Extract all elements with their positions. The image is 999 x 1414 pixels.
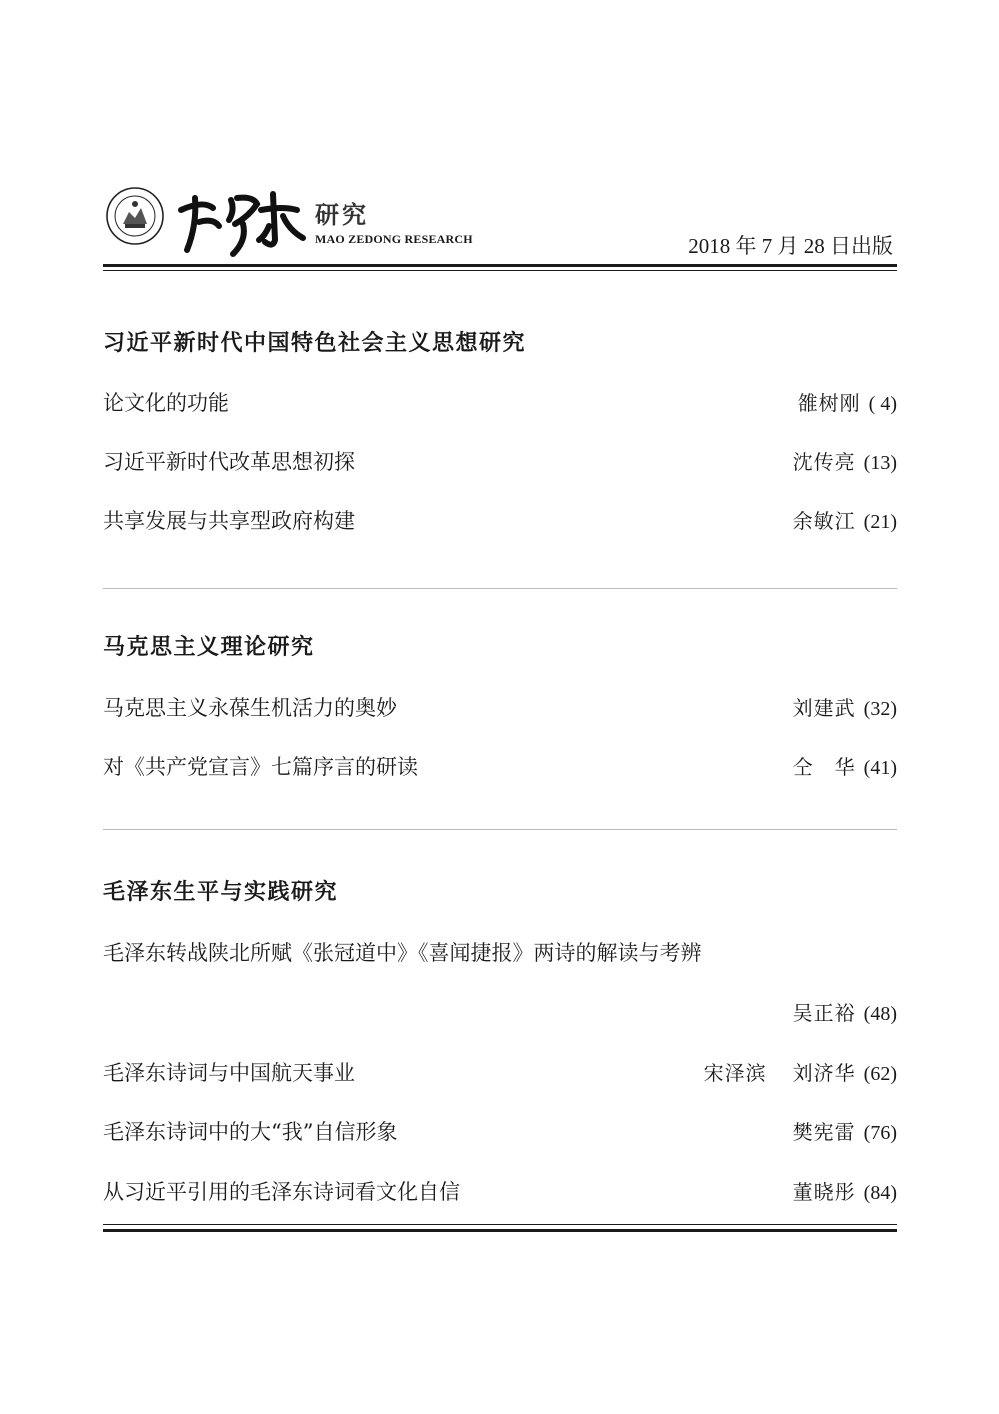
article-title: 毛泽东诗词与中国航天事业 [103,1061,355,1085]
toc-entry[interactable] [103,1057,897,1089]
article-title: 从习近平引用的毛泽东诗词看文化自信 [103,1180,460,1204]
article-author: 刘建武 [792,696,856,720]
article-title: 对《共产党宣言》七篇序言的研读 [103,755,418,779]
toc-entry-continuation[interactable] [103,997,897,1029]
section-title: 习近平新时代中国特色社会主义思想研究 [103,331,527,356]
toc-entry[interactable] [103,446,897,478]
article-title: 习近平新时代改革思想初探 [103,450,355,474]
journal-seal-icon [105,186,165,246]
article-title: 毛泽东诗词中的大“我”自信形象 [103,1120,398,1144]
page-number: (62) [863,1063,897,1085]
calligraphy-logo-icon [173,180,333,260]
section-title: 毛泽东生平与实践研究 [103,880,339,905]
page-number: (41) [863,757,897,779]
page-number: (13) [863,452,897,474]
article-author: 董晓彤 [792,1180,856,1204]
page-number: (76) [863,1122,897,1144]
toc-entry[interactable] [103,505,897,537]
article-title: 论文化的功能 [103,391,229,415]
page-number: (48) [863,1003,897,1025]
masthead-title-cn: 研究 [315,200,369,229]
article-title: 共享发展与共享型政府构建 [103,509,355,533]
section-divider [103,588,897,589]
toc-entry[interactable] [103,751,897,783]
article-author: 吴正裕 [792,1001,856,1025]
toc-entry[interactable] [103,1176,897,1208]
article-author: 刘济华 [792,1061,856,1085]
toc-entry[interactable] [103,692,897,724]
masthead-title-en: MAO ZEDONG RESEARCH [315,232,473,246]
page-number: (84) [863,1182,897,1204]
page-number: ( 4) [868,393,897,415]
article-author: 樊宪雷 [792,1120,856,1144]
article-author: 余敏江 [792,509,856,533]
article-title: 马克思主义永葆生机活力的奥妙 [103,696,397,720]
article-title: 毛泽东转战陕北所赋《张冠道中》《喜闻捷报》两诗的解读与考辨 [103,941,702,965]
publication-date: 2018 年 7 月 28 日出版 [688,234,893,258]
article-author: 沈传亮 [792,450,856,474]
header-rule-thick [103,264,897,267]
masthead [103,180,897,272]
header-rule-thin [103,270,897,271]
page-number: (21) [863,511,897,533]
toc-entry[interactable] [103,937,897,969]
article-author: 雒树刚 [797,391,861,415]
article-coauthor: 宋泽滨 [703,1061,767,1085]
article-author: 仝 华 [792,755,856,779]
footer-rule-thick [103,1229,897,1232]
section-title: 马克思主义理论研究 [103,635,315,660]
toc-entry[interactable] [103,1116,897,1148]
footer-rule-thin [103,1224,897,1225]
page-number: (32) [863,698,897,720]
section-divider [103,829,897,830]
toc-entry[interactable] [103,387,897,419]
